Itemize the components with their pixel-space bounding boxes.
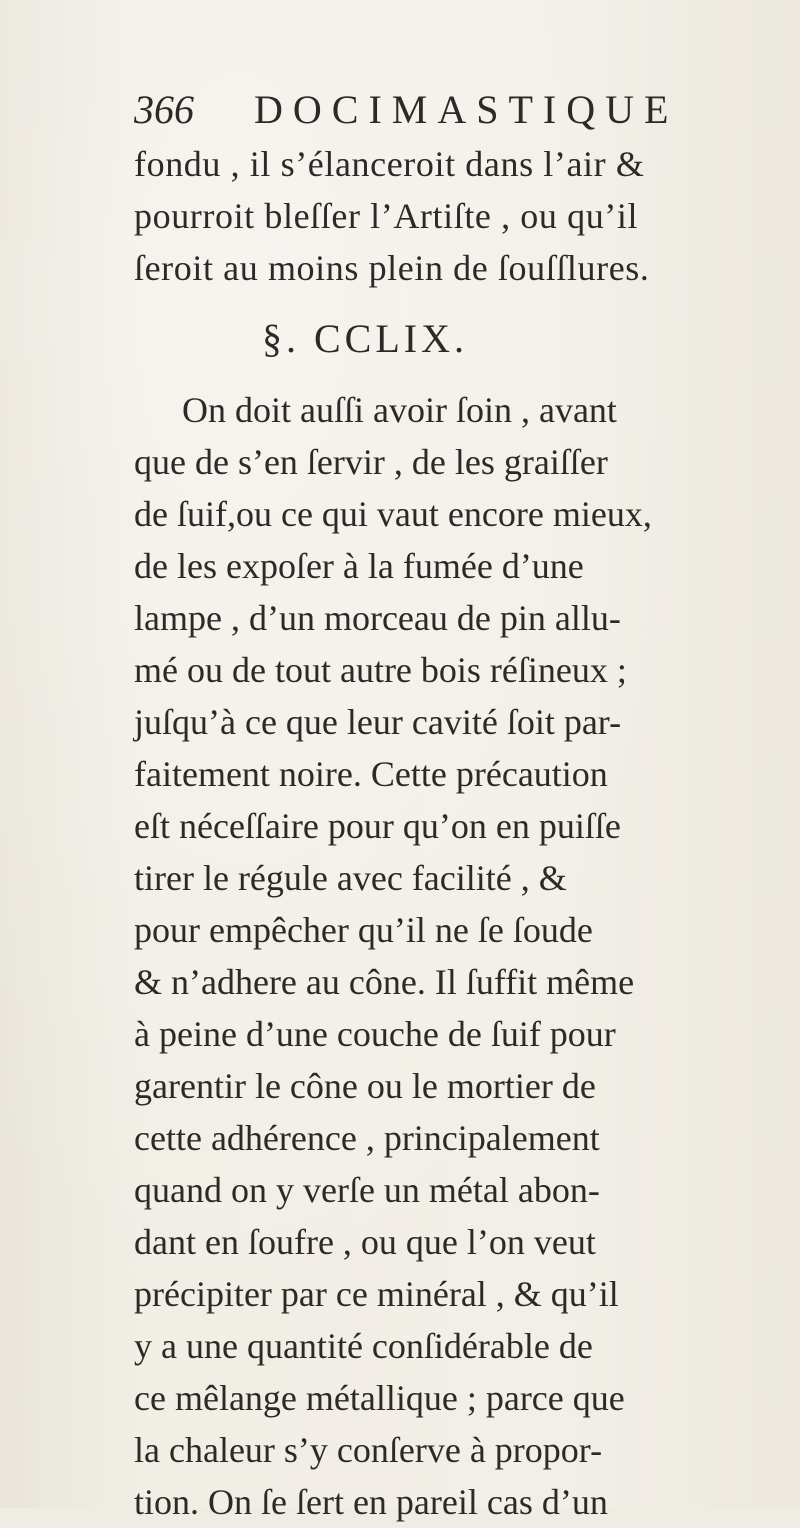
text-block [134, 82, 794, 1528]
text-line: que de s’en ſervir , de les graiſſer [134, 442, 608, 482]
text-line: de ſuif,ou ce qui vaut encore mieux, [134, 494, 652, 534]
text-line: tion. On ſe ſert en pareil cas d’un [134, 1482, 608, 1522]
text-line: juſqu’à ce que leur cavité ſoit par- [134, 702, 622, 742]
text-line: lampe , d’un morceau de pin allu- [134, 598, 621, 638]
text-line: à peine d’une couche de ſuif pour [134, 1014, 616, 1054]
text-line: garentir le cône ou le mortier de [134, 1066, 596, 1106]
text-line: pour empêcher qu’il ne ſe ſoude [134, 910, 593, 950]
text-line: quand on y verſe un métal abon- [134, 1170, 600, 1210]
text-line: pourroit bleſſer l’Artiſte , ou qu’il [134, 196, 639, 236]
text-line: précipiter par ce minéral , & qu’il [134, 1274, 619, 1314]
text-line: la chaleur s’y conſerve à propor- [134, 1430, 603, 1470]
text-line: de les expoſer à la fumée d’une [134, 546, 584, 586]
running-head [134, 82, 794, 138]
text-line: ſeroit au moins plein de ſouſſlures. [134, 248, 650, 288]
text-line: mé ou de tout autre bois réſineux ; [134, 650, 627, 690]
text-line: dant en ſoufre , ou que l’on veut [134, 1222, 596, 1262]
page-number: 366 [134, 87, 194, 132]
text-line: On doit auſſi avoir ſoin , avant [182, 390, 617, 430]
text-line: tirer le régule avec facilité , & [134, 858, 567, 898]
text-line: y a une quantité conſidérable de [134, 1326, 593, 1366]
running-title: DOCIMASTIQUE [254, 87, 679, 132]
text-line: ce mêlange métallique ; parce que [134, 1378, 625, 1418]
section-heading: §. CCLIX. [262, 316, 468, 361]
text-line: cette adhérence , principalement [134, 1118, 600, 1158]
text-line: fondu , il s’élanceroit dans l’air & [134, 144, 645, 184]
text-line: & n’adhere au cône. Il ſuffit même [134, 962, 635, 1002]
text-line: eſt néceſſaire pour qu’on en puiſſe [134, 806, 621, 846]
text-line: faitement noire. Cette précaution [134, 754, 608, 794]
